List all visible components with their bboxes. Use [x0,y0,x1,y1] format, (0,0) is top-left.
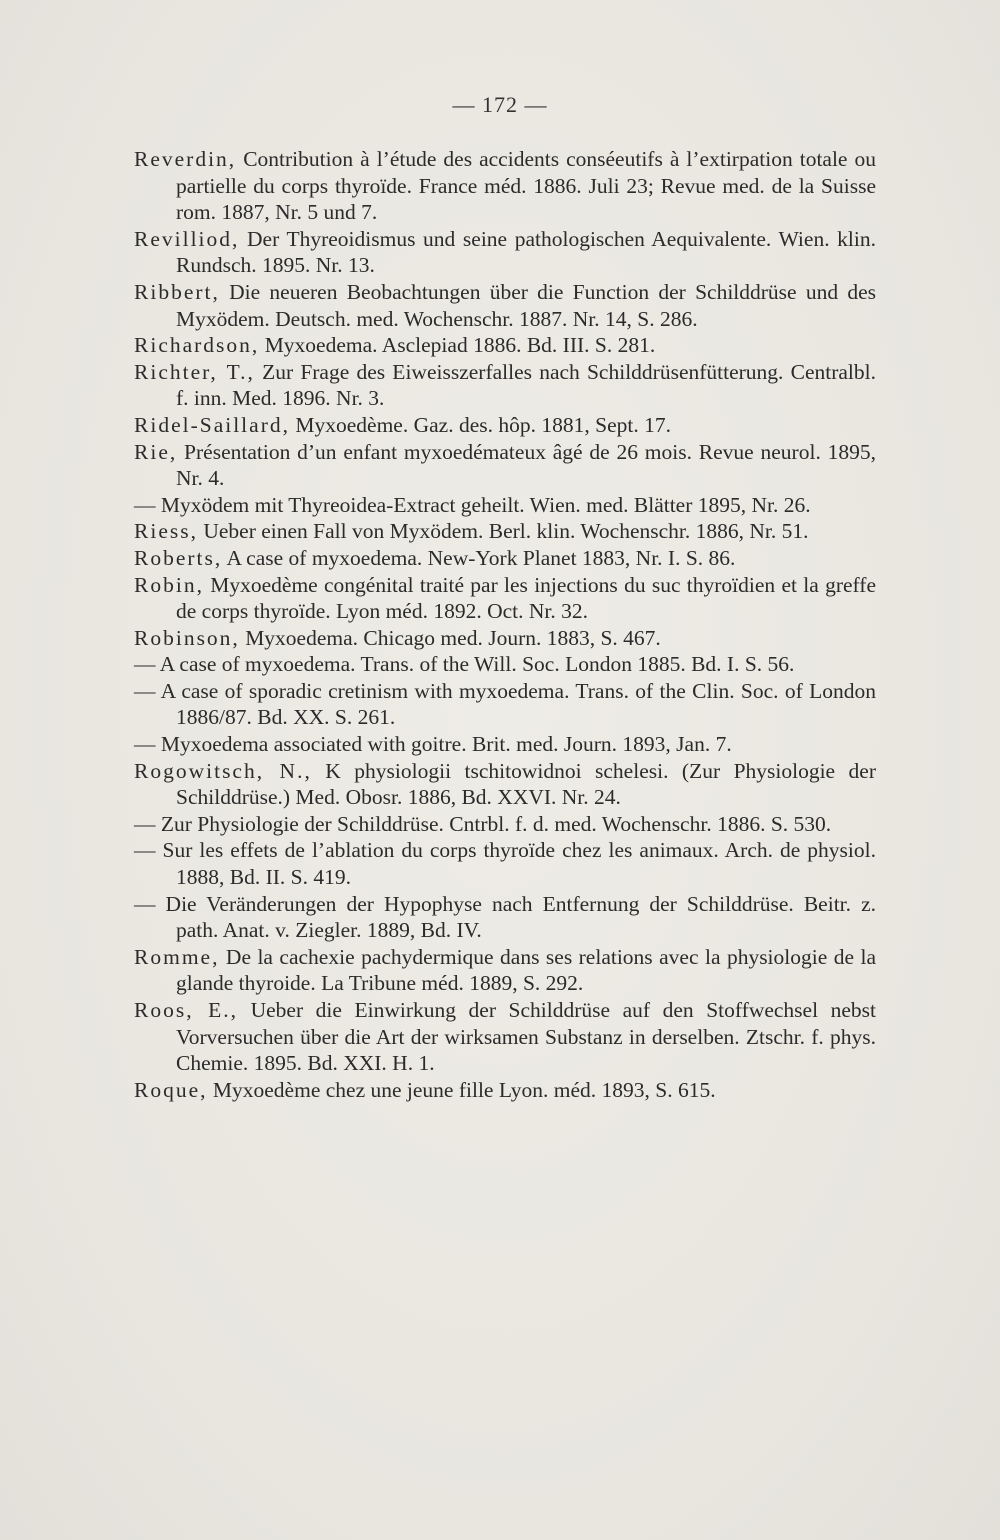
bibliography-entry [134,518,876,545]
bibliography-entry [134,678,876,731]
entry-author: Richter, T., [134,359,255,384]
bibliography-entry [134,651,876,678]
bibliography-entry [134,146,876,226]
entry-text: Myxoedema. Chicago med. Journ. 1883, S. 467. [239,625,661,650]
bibliography-entry [134,891,876,944]
entry-text: K physiologii tschitowidnoi schelesi. (Zur Physiologie der Schilddrüse.) Med. Obosr. 1886, Bd. XXVI. Nr. 24. [176,758,877,810]
bibliography-entry [134,332,876,359]
bibliography-list [134,146,876,1103]
bibliography-entry [134,811,876,838]
bibliography-entry [134,1077,876,1104]
entry-text: Myxoedema associated with goitre. Brit. med. Journ. 1893, Jan. 7. [155,732,732,757]
entry-text: Der Thyreoidismus und seine pathologischen Aequivalente. Wien. klin. Rundsch. 1895. Nr. 13. [176,226,876,278]
bibliography-entry [134,279,876,332]
bibliography-entry [134,944,876,997]
entry-author: Roberts, [134,545,223,570]
entry-author: Romme, [134,944,220,969]
entry-author: Ridel-Saillard, [134,412,290,437]
entry-author: Rie, [134,439,178,464]
entry-text: Ueber die Einwirkung der Schilddrüse auf den Stoffwechsel nebst Vorversuchen über die Art der wirksamen Substanz in derselben. Ztschr. f. phys. Chemie. 1895. Bd. XXI. H. 1. [176,998,877,1076]
entry-author: Robinson, [134,625,240,650]
entry-text: Myxödem mit Thyreoidea-Extract geheilt. Wien. med. Blätter 1895, Nr. 26. [155,492,811,517]
bibliography-entry [134,625,876,652]
entry-author: Roque, [134,1077,208,1102]
entry-dash: — [134,492,156,517]
page-number: — 172 — [452,92,548,117]
entry-text: Présentation d’un enfant myxoedémateux âgé de 26 mois. Revue neurol. 1895, Nr. 4. [176,439,876,491]
bibliography-entry [134,837,876,890]
entry-author: Richardson, [134,333,260,358]
entry-author: Roos, E., [134,998,239,1022]
entry-author: Ribbert, [134,279,220,304]
bibliography-entry [134,226,876,279]
entry-dash: — [134,732,156,757]
entry-text: Zur Physiologie der Schilddrüse. Cntrbl. f. d. med. Wochenschr. 1886. S. 530. [155,811,832,836]
entry-dash: — [134,891,156,916]
bibliography-entry [134,439,876,492]
entry-text: Myxoedème. Gaz. des. hôp. 1881, Sept. 17. [290,412,671,437]
entry-text: Die neueren Beobachtungen über die Function der Schilddrüse und des Myxödem. Deutsch. med. Wochenschr. 1887. Nr. 14, S. 286. [176,279,876,331]
entry-text: De la cachexie pachydermique dans ses relations avec la physiologie de la glande thyroide. La Tribune méd. 1889, S. 292. [176,944,876,996]
entry-author: Robin, [134,572,204,597]
entry-text: Ueber einen Fall von Myxödem. Berl. klin. Wochenschr. 1886, Nr. 51. [197,519,809,544]
entry-dash: — [134,652,156,677]
entry-author: Reverdin, [134,147,237,171]
entry-text: Zur Frage des Eiweisszerfalles nach Schilddrüsenfütterung. Centralbl. f. inn. Med. 1896. Nr. 3. [176,359,876,411]
bibliography-entry [134,359,876,412]
entry-text: A case of sporadic cretinism with myxoedema. Trans. of the Clin. Soc. of London 1886/87. Bd. XX. S. 261. [155,678,876,730]
entry-dash: — [134,678,156,703]
bibliography-entry [134,545,876,572]
entry-text: Myxoedema. Asclepiad 1886. Bd. III. S. 281. [259,333,656,358]
bibliography-entry [134,492,876,519]
entry-author: Revilliod, [134,226,240,251]
bibliography-entry [134,997,876,1077]
entry-author: Riess, [134,519,198,544]
entry-text: Myxoedème chez une jeune fille Lyon. méd. 1893, S. 615. [207,1077,716,1102]
entry-text: Contribution à l’étude des accidents conséeutifs à l’extirpation totale ou partielle du corps thyroïde. France méd. 1886. Juli 23; Revue med. de la Suisse rom. 1887, Nr. 5 und 7. [176,147,876,225]
bibliography-entry [134,412,876,439]
entry-text: A case of myxoedema. New-York Planet 1883, Nr. I. S. 86. [222,545,736,570]
entry-author: Rogowitsch, N., [134,758,312,783]
entry-text: Sur les effets de l’ablation du corps thyroïde chez les animaux. Arch. de physiol. 1888, Bd. II. S. 419. [155,838,876,890]
entry-text: Myxoedème congénital traité par les injections du suc thyroïdien et la greffe de corps thyroïde. Lyon méd. 1892. Oct. Nr. 32. [176,572,876,624]
entry-text: Die Veränderungen der Hypophyse nach Entfernung der Schilddrüse. Beitr. z. path. Anat. v. Ziegler. 1889, Bd. IV. [155,891,876,943]
bibliography-entry [134,731,876,758]
entry-text: A case of myxoedema. Trans. of the Will. Soc. London 1885. Bd. I. S. 56. [155,652,795,677]
bibliography-entry [134,572,876,625]
entry-dash: — [134,838,156,863]
bibliography-entry [134,758,876,811]
entry-dash: — [134,811,156,836]
